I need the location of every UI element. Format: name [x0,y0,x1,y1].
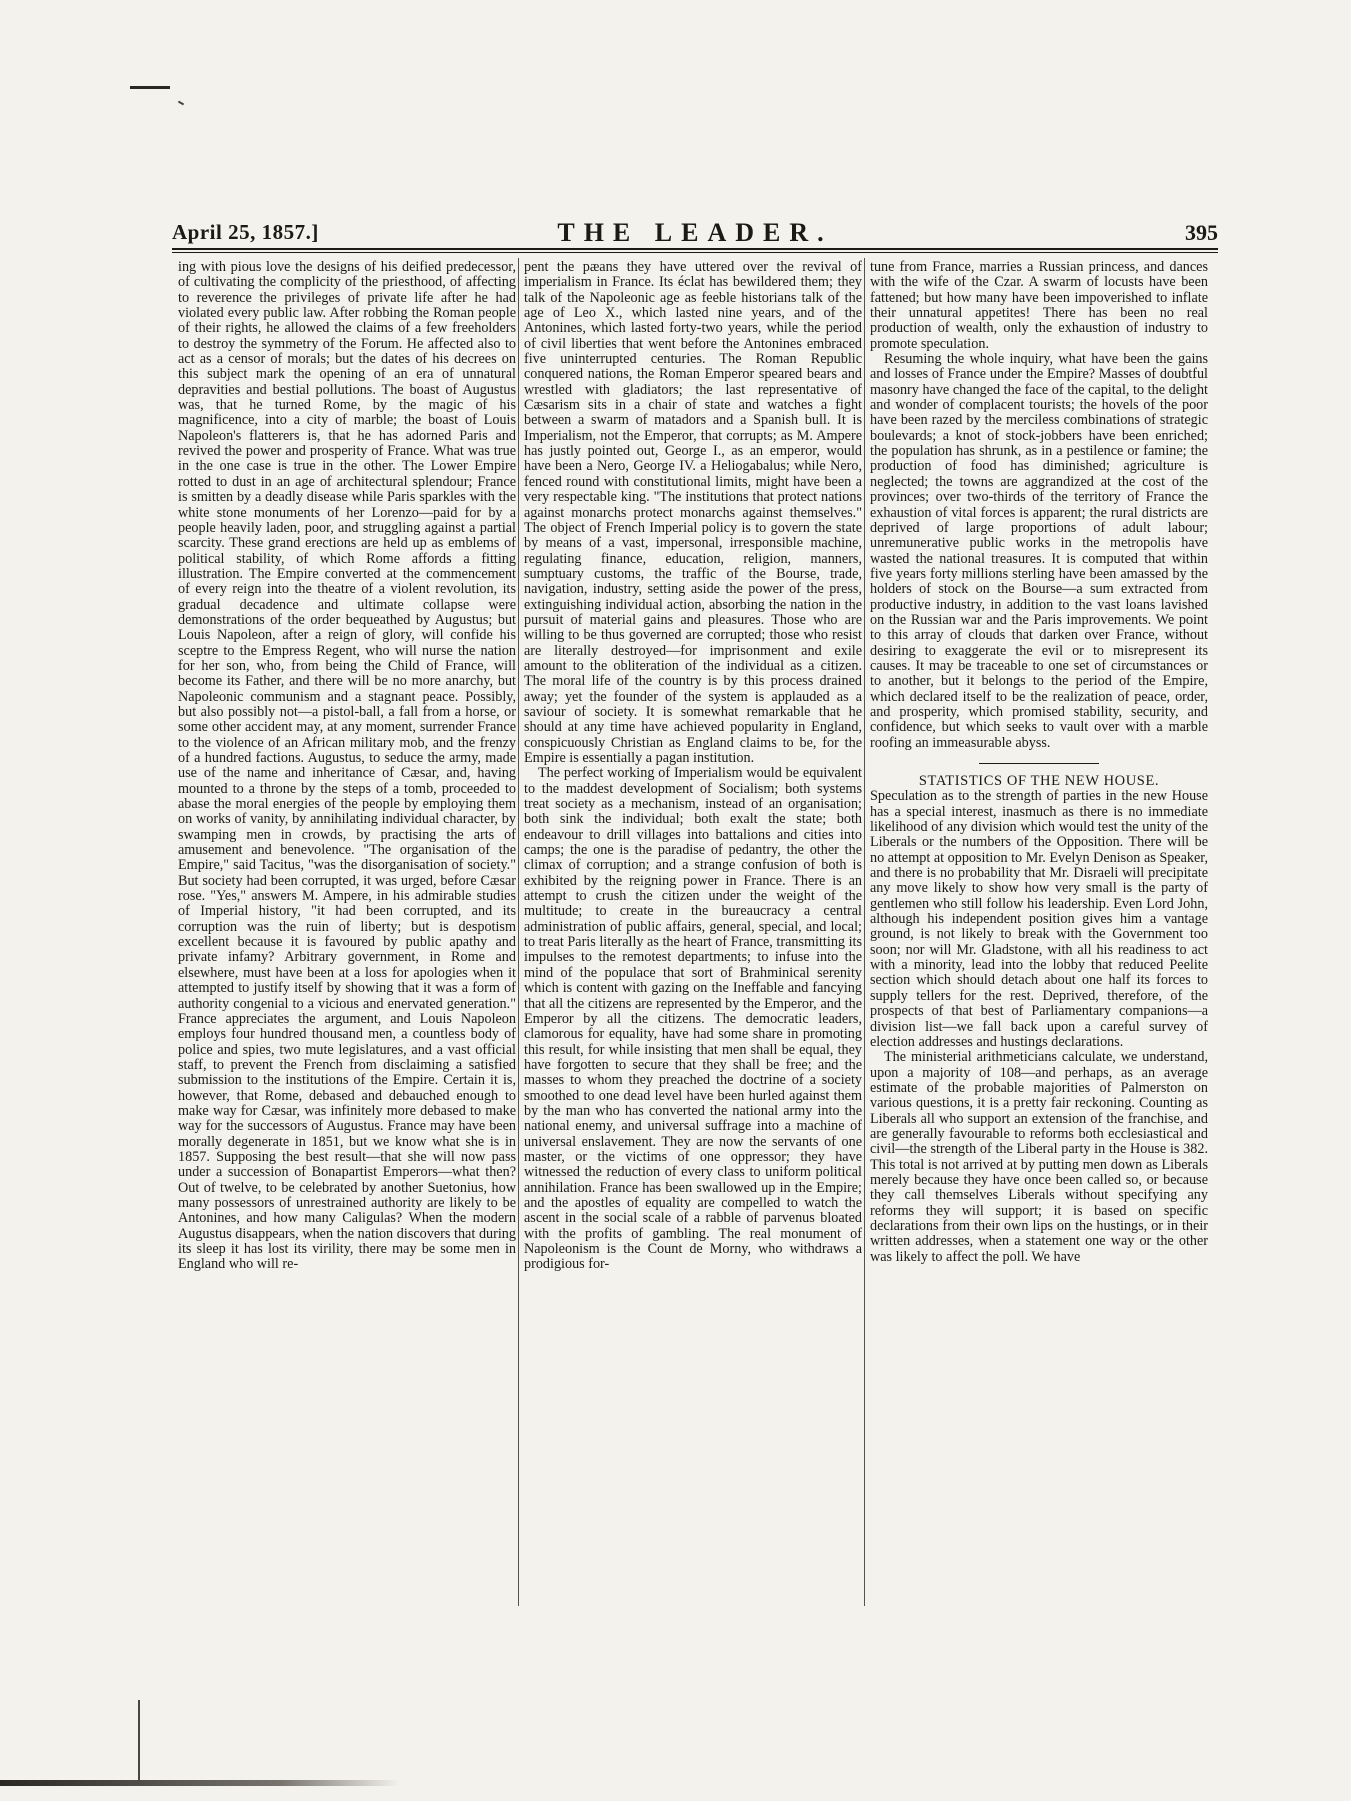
scan-artifact-edge-vertical [138,1700,140,1782]
column-1-paragraph-1: ing with pious love the designs of his deified predecessor, of cultivating the complicity of the priesthood, of affecting to reverence the privileges of private life after he had violated every public law. After robbing the Roman people of their rights, he allowed the claims of a few freeholders to destroy the symmetry of the Forum. He affected also to act as a censor of morals; but the dates of his decrees on this subject mark the opening of an era of unnatural depravities and bestial pollutions. The boast of Augustus was, that he turned Rome, by the magic of his magnificence, into a city of marble; the boast of Louis Napoleon's flatterers is, that he has adorned Paris and revived the power and prosperity of France. What was true in the one case is true in the other. The Lower Empire rotted to dust in an age of architectural splendour; France is smitten by a deadly disease while Paris sparkles with the white stone monuments of her Lorenzo—paid for by a people heavily laden, poor, and struggling against a partial scarcity. These grand erections are held up as emblems of political stability, of which Rome affords a fitting illustration. The Empire converted at the commencement of every reign into the theatre of a violent revolution, its gradual decadence and ultimate collapse were demonstrations of the order bequeathed by Augustus; but Louis Napoleon, after a reign of glory, will confide his sceptre to the Empress Regent, who will nurse the nation for her son, who, from being the Child of France, will become its Father, and there will be no more anarchy, but Napoleonic communism and a stagnant peace. Possibly, but also possibly not—a pistol-ball, a fall from a horse, or some other accident may, at any moment, surrender France to the violence of an African military mob, and the frenzy of a hundred factions. Augustus, to seduce the army, made use of the name and inheritance of Cæsar, and, having mounted to a throne by the steps of a tomb, proceeded to abase the moral energies of the people by employing them on works of vanity, by annihilating individual character, by swamping men in crowds, by practising the arts of amusement and benevolence. "The organisation of the Empire," said Tacitus, "was the disorganisation of society." But society had been corrupted, it was urged, before Cæsar rose. "Yes," answers M. Ampere, in his admirable studies of Imperial history, "it had been corrupted, and its corruption was the ruin of liberty; but is despotism excellent because it is favoured by public apathy and private infamy? Arbitrary government, in Rome and elsewhere, must have been at a loss for apologies when it attempted to justify itself by showing that it was a form of authority congenial to a vicious and enervated generation." France appreciates the argument, and Louis Napoleon employs four hundred thousand men, a countless body of police and spies, two mute legislatures, and a vast official staff, to prevent the French from disclaiming a satisfied submission to the institutions of the Empire. Certain it is, however, that Rome, debased and debauched enough to make way for Cæsar, was infinitely more debased to make way for the successors of Augustus. France may have been morally degenerate in 1851, but we know what she is in 1857. Supposing the best result—that she will now pass under a succession of Bonapartist Emperors—what then? Out of twelve, to be celebrated by another Suetonius, how many possessors of unrestrained authority are likely to be Antonines, and how many Caligulas? When the modern Augustus disappears, when the nation discovers that during its sleep it has lost its virility, there may be some men in England who will re- [178,259,516,1273]
section-heading: STATISTICS OF THE NEW HOUSE. [918,773,1160,789]
column-divider-1 [518,258,519,1606]
newspaper-title: THE LEADER. [557,218,833,247]
scan-artifact-tick [178,101,184,106]
article-column-3 [870,260,1208,1265]
column-3-paragraph-1: tune from France, marries a Russian princess, and dances with the wife of the Czar. A swarm of locusts have been fattened; but how many have been impoverished to inflate their unnatural appetites! There has been no real production of wealth, only the exhaustion of industry to promote speculation. [870,259,1208,352]
column-2-paragraph-2: The perfect working of Imperialism would be equivalent to the maddest development of Socialism; both systems treat society as a mechanism, instead of an organisation; both sink the individual; both exalt the state; both endeavour to drill villages into battalions and cities into camps; the one is the paradise of pedantry, the other the climax of corruption; and a strange confusion of both is exhibited by the reigning power in France. There is an attempt to crush the citizen under the weight of the multitude; to create in the bureaucracy a central administration of public affairs, general, special, and local; to treat Paris literally as the heart of France, transmitting its impulses to the remotest departments; to infuse into the mind of the populace that sort of Brahminical serenity which is content with gazing on the Ineffable and fancying that all the citizens are represented by the Emperor, and the Emperor by all the citizens. The democratic leaders, clamorous for equality, have had some share in promoting this result, for while insisting that men shall be equal, they have forgotten to secure that they shall be free; and the masses to whom they preached the doctrine of a society smoothed to one dead level have been hurled against them by the man who has converted the national army into the national enemy, and universal suffrage into a machine of universal enslavement. They are now the servants of one master, or the victims of one oppressor; they have witnessed the reduction of every class to uniform political annihilation. France has been swallowed up in the Empire; and the apostles of equality are compelled to watch the ascent in the social scale of a rabble of parvenus bloated with the profits of gambling. The real monument of Napoleonism is the Count de Morny, who withdraws a prodigious for- [524,765,862,1273]
article-column-1 [178,260,516,1273]
article-column-2 [524,260,862,1273]
column-3-paragraph-4: The ministerial arithmeticians calculate, we understand, upon a majority of 108—and perhaps, as an average estimate of the probable majorities of Palmerston on various questions, it is a pretty fair reckoning. Counting as Liberals all who support an extension of the franchise, and are generally favourable to reforms both ecclesiastical and civil—the strength of the Liberal party in the House is 382. This total is not arrived at by putting men down as Liberals merely because they have once been called so, or because they call themselves Liberals without specifying any reforms they will support; it is based on specific declarations from their own lips on the hustings, or in their written addresses, when a statement one way or the other was likely to affect the poll. We have [870,1049,1208,1265]
masthead-rule [172,252,1218,253]
column-divider-2 [864,258,865,1606]
section-separator [979,763,1099,764]
scan-artifact-edge [0,1780,400,1786]
masthead [172,218,1218,250]
scan-artifact-mark [130,86,170,89]
column-3-paragraph-3: Speculation as to the strength of parties in the new House has a special interest, inasmuch as there is no immediate likelihood of any division which would test the unity of the Liberals or the numbers of the Opposition. There will be no attempt at opposition to Mr. Evelyn Denison as Speaker, and there is no probability that Mr. Disraeli will precipitate any move likely to show how very small is the party of gentlemen who still follow his leadership. Even Lord John, although his independent position gives him a vantage ground, is not likely to break with the Government too soon; nor will Mr. Gladstone, with all his readiness to act with a minority, lead into the lobby that reduced Peelite section which should detach about one half its forces to supply tellers for the rest. Deprived, therefore, of the prospects of that best of Parliamentary companions—a division list—we fall back upon a careful survey of election addresses and hustings declarations. [870,788,1208,1050]
issue-date: April 25, 1857.] [172,220,319,244]
column-2-paragraph-1: pent the pæans they have uttered over the revival of imperialism in France. Its éclat has bewildered them; they talk of the Napoleonic age as feeble historians talk of the age of Leo X., which lasted nine years, and of the Antonines, which lasted forty-two years, while the period of civil liberties that went before the Antonines embraced five uninterrupted centuries. The Roman Republic conquered nations, the Roman Emperor speared bears and wrestled with gladiators; the last representative of Cæsarism sits in a chair of state and watches a fight between a swarm of matadors and a Spanish bull. It is Imperialism, not the Emperor, that corrupts; as M. Ampere has justly pointed out, George I., as an emperor, would have been a Nero, George IV. a Heliogabalus; while Nero, fenced round with constitutional limits, might have been a very respectable king. "The institutions that protect nations against monarchs protect monarchs against themselves." The object of French Imperial policy is to govern the state by means of a vast, impersonal, irresponsible machine, regulating finance, education, religion, manners, sumptuary customs, the traffic of the Bourse, trade, navigation, industry, setting aside the power of the press, extinguishing individual action, absorbing the nation in the pursuit of material gains and pleasures. Those who are willing to be thus governed are corrupted; those who resist are literally destroyed—for imprisonment and exile amount to the obliteration of the individual as a citizen. The moral life of the country is by this process drained away; yet the founder of the system is applauded as a saviour of society. It is somewhat remarkable that he should at any time have achieved popularity in England, conspicuously Christian as England claims to be, for the Empire is essentially a pagan institution. [524,259,862,766]
page-number: 395 [1185,220,1218,245]
column-3-paragraph-2: Resuming the whole inquiry, what have been the gains and losses of France under the Empire? Masses of doubtful masonry have changed the face of the capital, to the delight and wonder of complacent tourists; the hovels of the poor have been razed by the merciless combinations of strategic boulevards; a knot of stock-jobbers have been enriched; the population has shrunk, as in a pestilence or famine; the production of food has diminished; agriculture is neglected; the towns are aggrandized at the cost of the provinces; over two-thirds of the territory of France the exhaustion of vital forces is apparent; the rural districts are deprived of large proportions of adult labour; unremunerative public works in the metropolis have wasted the national treasures. It is computed that within five years forty millions sterling have been amassed by the holders of stock on the Bourse—a sum extracted from productive industry, in addition to the vast loans lavished on the Russian war and the Paris improvements. We point to this array of clouds that darken over France, without desiring to exaggerate the evil or to misrepresent its causes. It may be traceable to one set of circumstances or to another, but it belongs to the period of the Empire, which declared itself to be the realization of peace, order, and prosperity, which promised stability, security, and confidence, but which seeks to vault over with a marble roofing an immeasurable abyss. [870,351,1208,751]
